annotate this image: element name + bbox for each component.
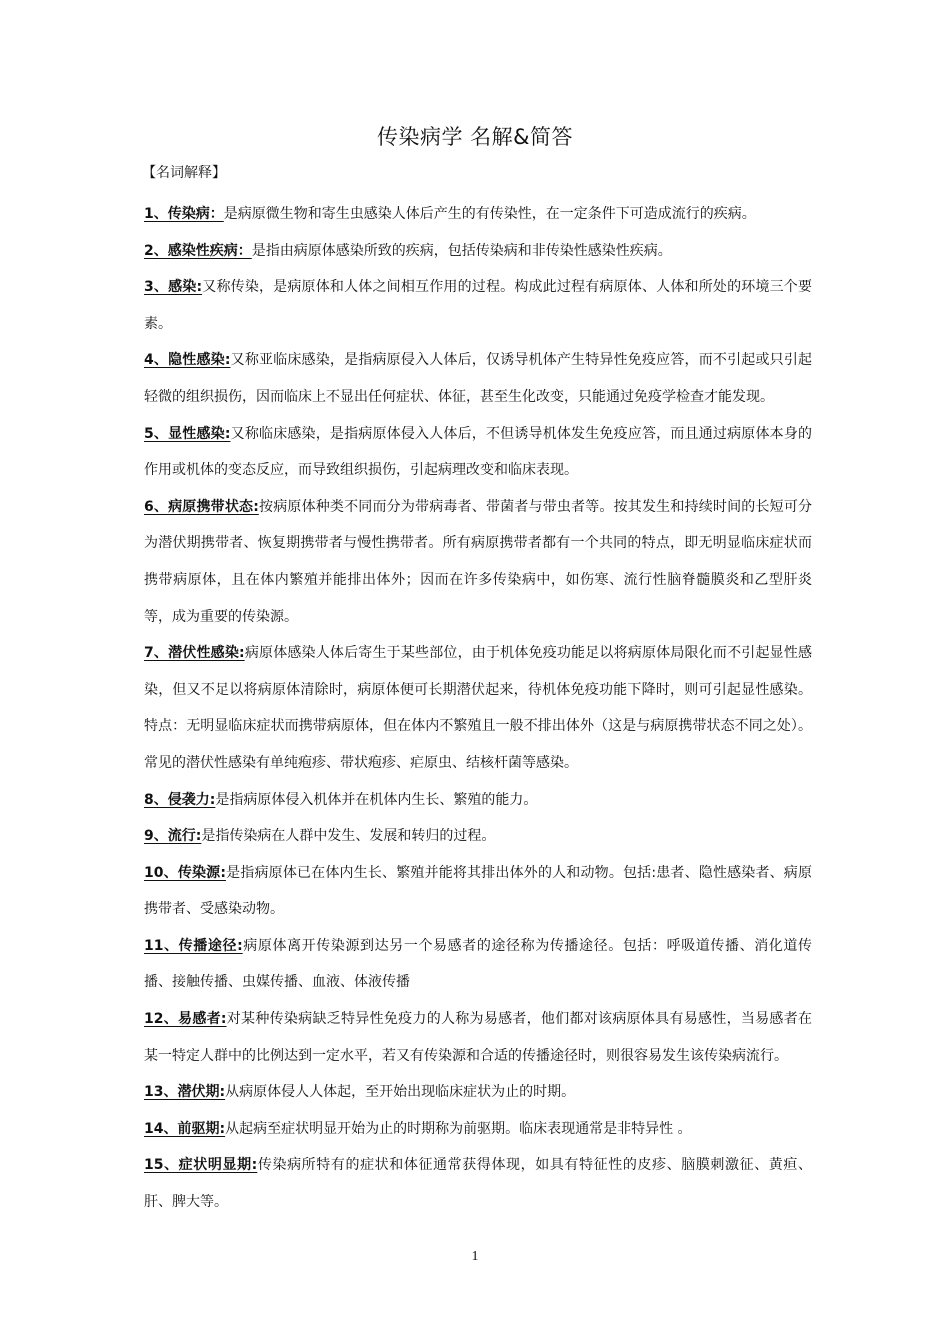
glossary-entry — [144, 233, 812, 270]
glossary-entry — [144, 782, 812, 819]
glossary-entry — [144, 1111, 812, 1148]
entry-term: 4、隐性感染: — [144, 352, 231, 369]
glossary-entry — [144, 342, 812, 415]
glossary-entry — [144, 1147, 812, 1220]
entry-term: 8、侵袭力: — [144, 791, 216, 808]
entry-definition: 又称传染，是病原体和人体之间相互作用的过程。构成此过程有病原体、人体和所处的环境三个要素。 — [144, 279, 812, 332]
entry-definition: 从病原体侵人人体起，至开始出现临床症状为止的时期。 — [225, 1084, 576, 1101]
entry-definition: 是指由病原体感染所致的疾病，包括传染病和非传染性感染性疾病。 — [251, 242, 672, 259]
entry-definition: 对某种传染病缺乏特异性免疫力的人称为易感者，他们都对该病原体具有易感性，当易感者在某一特定人群中的比例达到一定水平，若又有传染源和合适的传播途径时，则很容易发生该传染病流行。 — [144, 1011, 812, 1064]
page-number: 1 — [471, 1249, 479, 1264]
entry-term: 1、传染病： — [144, 206, 224, 222]
glossary-entry — [144, 269, 812, 342]
glossary-entry — [144, 635, 812, 781]
entry-definition: 是病原微生物和寄生虫感染人体后产生的有传染性，在一定条件下可造成流行的疾病。 — [223, 206, 756, 222]
entry-definition: 病原体感染人体后寄生于某些部位，由于机体免疫功能足以将病原体局限化而不引起显性感染，但又不足以将病原体清除时，病原体便可长期潜伏起来，待机体免疫功能下降时，则可引起显性感染。特点：无明显临床症状而携带病原体，但在体内不繁殖且一般不排出体外（这是与病原携带状态不同之处）。常见的潜伏性感染有单纯疱疹、带状疱疹、疟原虫、结核杆菌等感染。 — [144, 645, 813, 771]
entry-term: 10、传染源: — [144, 864, 226, 881]
entry-definition: 病原体离开传染源到达另一个易感者的途径称为传播途径。包括：呼吸道传播、消化道传播、接触传播、虫媒传播、血液、体液传播 — [144, 937, 812, 991]
entry-term: 5、显性感染: — [144, 425, 231, 442]
entry-definition: 是指病原体侵入机体并在机体内生长、繁殖的能力。 — [215, 791, 538, 808]
entry-term: 15、症状明显期: — [144, 1157, 258, 1174]
glossary-list — [144, 196, 812, 1221]
entry-definition: 按病原体种类不同而分为带病毒者、带菌者与带虫者等。按其发生和持续时间的长短可分为潜伏期携带者、恢复期携带者与慢性携带者。所有病原携带者都有一个共同的特点，即无明显临床症状而携带病原体，且在体内繁殖并能排出体外；因而在许多传染病中，如伤寒、流行性脑脊髓膜炎和乙型肝炎等，成为重要的传染源。 — [144, 498, 813, 625]
glossary-entry — [144, 928, 812, 1001]
glossary-entry — [144, 489, 812, 635]
glossary-entry — [144, 1074, 812, 1111]
entry-term: 6、病原携带状态: — [144, 498, 259, 515]
entry-term: 12、易感者: — [144, 1011, 227, 1028]
page-title: 传染病学 名解&简答 — [376, 125, 574, 149]
entry-definition: 是指病原体已在体内生长、繁殖并能将其排出体外的人和动物。包括:患者、隐性感染者、病原携带者、受感染动物。 — [144, 864, 812, 918]
entry-term: 9、流行: — [144, 828, 202, 845]
entry-definition: 从起病至症状明显开始为止的时期称为前驱期。临床表现通常是非特异性 。 — [225, 1120, 692, 1137]
glossary-entry — [144, 818, 812, 855]
glossary-entry — [144, 416, 812, 489]
entry-definition: 又称亚临床感染，是指病原侵入人体后，仅诱导机体产生特异性免疫应答，而不引起或只引起轻微的组织损伤，因而临床上不显出任何症状、体征，甚至生化改变，只能通过免疫学检查才能发现。 — [144, 352, 813, 405]
entry-term: 7、潜伏性感染: — [144, 645, 245, 662]
entry-definition: 传染病所特有的症状和体征通常获得体现，如具有特征性的皮疹、脑膜刺激征、黄疸、肝、脾大等。 — [144, 1157, 812, 1211]
entry-definition: 又称临床感染，是指病原体侵入人体后，不但诱导机体发生免疫应答，而且通过病原体本身的作用或机体的变态反应，而导致组织损伤，引起病理改变和临床表现。 — [144, 425, 813, 479]
entry-term: 3、感染: — [144, 279, 203, 296]
glossary-entry — [144, 855, 812, 928]
section-heading: 【名词解释】 — [142, 165, 226, 181]
entry-term: 11、传播途径: — [144, 937, 243, 954]
entry-definition: 是指传染病在人群中发生、发展和转归的过程。 — [201, 828, 496, 845]
entry-term: 13、潜伏期: — [144, 1084, 226, 1101]
glossary-entry — [144, 1001, 812, 1074]
glossary-entry — [144, 196, 812, 233]
entry-term: 2、感染性疾病： — [144, 242, 252, 259]
entry-term: 14、前驱期: — [144, 1120, 226, 1137]
